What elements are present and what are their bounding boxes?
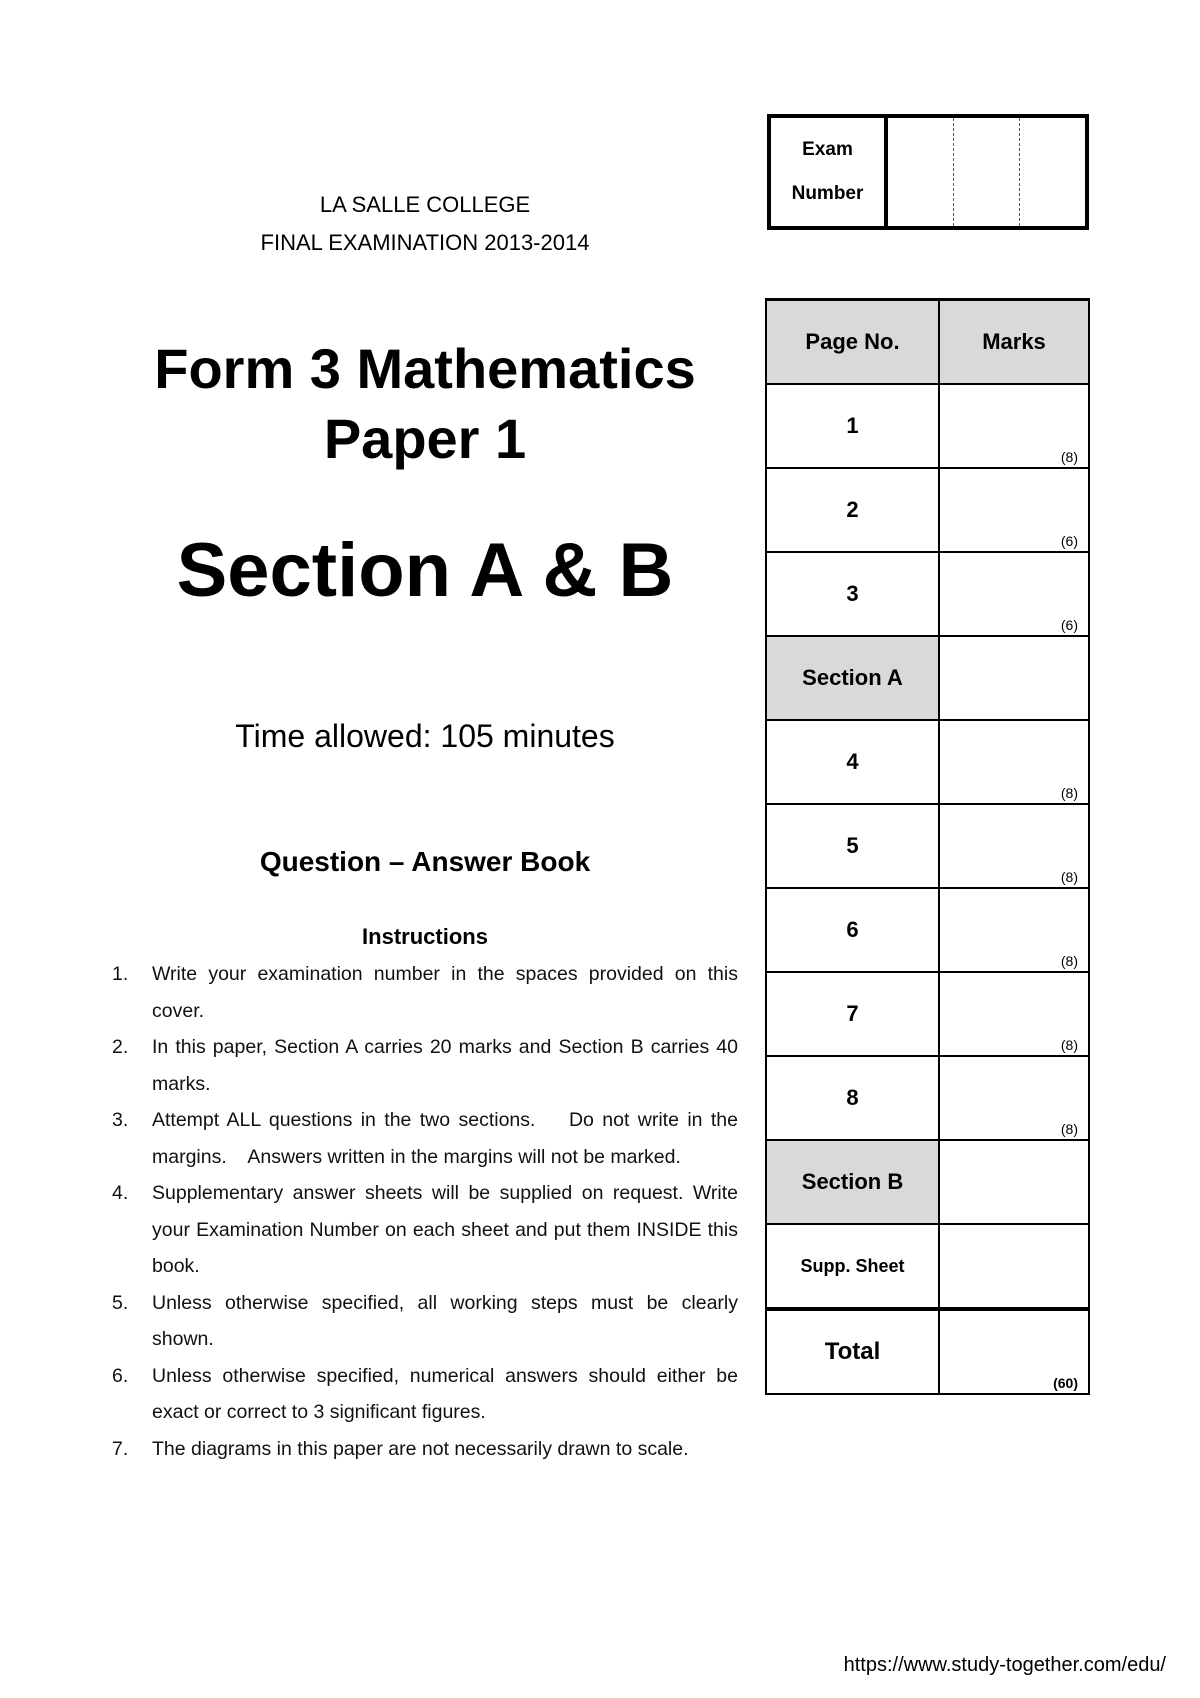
page-number-cell: 5 (766, 804, 939, 888)
instruction-text: In this paper, Section A carries 20 marks and Section B carries 40 marks. (152, 1036, 738, 1095)
marks-cell[interactable] (939, 1224, 1089, 1309)
page-number-cell: 4 (766, 720, 939, 804)
exam-number-digit-cell[interactable] (888, 118, 953, 226)
source-url: https://www.study-together.com/edu/ (843, 1654, 1166, 1676)
subject-title-line2: Paper 1 (323, 407, 527, 470)
instruction-text: Write your examination number in the spaces provided on this cover. (152, 963, 738, 1022)
instruction-text: The diagrams in this paper are not necessarily drawn to scale. (152, 1437, 689, 1460)
marks-cell[interactable] (939, 1140, 1089, 1224)
instruction-number: 2. (112, 1036, 129, 1058)
supp-sheet-row (766, 1224, 1089, 1309)
max-mark: (8) (1060, 785, 1078, 801)
marks-row (766, 468, 1089, 552)
max-mark: (8) (1060, 1037, 1078, 1053)
marks-header: Marks (939, 300, 1089, 385)
page-number-cell: 3 (766, 552, 939, 636)
book-title: Question – Answer Book (259, 846, 591, 877)
subject-title-line1: Form 3 Mathematics (154, 337, 696, 400)
max-mark: (8) (1060, 869, 1078, 885)
exam-number-label-line2: Number (791, 183, 864, 204)
section-a-row (766, 636, 1089, 720)
marks-cell[interactable] (939, 468, 1089, 552)
page-number-cell: 2 (766, 468, 939, 552)
total-row (766, 1309, 1089, 1394)
section-b-label: Section B (766, 1140, 939, 1224)
exam-title: FINAL EXAMINATION 2013-2014 (260, 230, 590, 255)
section-title: Section A & B (176, 528, 674, 613)
instruction-number: 6. (112, 1364, 129, 1387)
total-label: Total (766, 1309, 939, 1394)
page-number-cell: 6 (766, 888, 939, 972)
instruction-item (112, 956, 738, 1029)
max-mark: (6) (1060, 617, 1078, 633)
instructions-list (112, 956, 744, 1467)
marks-cell[interactable] (939, 804, 1089, 888)
subject-title (110, 334, 740, 474)
instruction-item (112, 1358, 738, 1431)
instructions-heading: Instructions (362, 924, 488, 949)
total-marks-cell[interactable] (939, 1309, 1089, 1394)
instruction-text: Attempt ALL questions in the two sections. Do not write in the margins. Answers written in the margins will not be marked. (152, 1109, 744, 1168)
instruction-item (112, 1102, 744, 1175)
page-no-header: Page No. (766, 300, 939, 385)
marks-cell[interactable] (939, 720, 1089, 804)
marks-cell[interactable] (939, 636, 1089, 720)
instruction-text: Unless otherwise specified, all working steps must be clearly shown. (152, 1291, 738, 1350)
exam-number-digit-cell[interactable] (953, 118, 1019, 226)
marks-row (766, 1056, 1089, 1140)
max-mark: (8) (1060, 1121, 1078, 1137)
instruction-number: 1. (112, 963, 129, 985)
instruction-number: 4. (112, 1182, 129, 1204)
marks-cell[interactable] (939, 972, 1089, 1056)
marks-row (766, 384, 1089, 468)
instruction-item (112, 1431, 738, 1468)
max-mark: (8) (1060, 449, 1078, 465)
instruction-item (112, 1175, 738, 1285)
marks-row (766, 804, 1089, 888)
marks-row (766, 972, 1089, 1056)
exam-number-label-line1: Exam (802, 139, 853, 160)
marks-cell[interactable] (939, 552, 1089, 636)
instruction-text: Unless otherwise specified, numerical answers should either be exact or correct to 3 significant figures. (152, 1364, 738, 1423)
instruction-number: 3. (112, 1109, 129, 1131)
marks-row (766, 888, 1089, 972)
page-number-cell: 1 (766, 384, 939, 468)
instruction-item (112, 1029, 738, 1102)
total-max-mark: (60) (1053, 1375, 1078, 1391)
supp-sheet-label: Supp. Sheet (766, 1224, 939, 1309)
exam-number-box (767, 114, 1089, 230)
section-a-label: Section A (766, 636, 939, 720)
max-mark: (6) (1060, 533, 1078, 549)
college-name: LA SALLE COLLEGE (319, 192, 531, 217)
exam-number-digit-cell[interactable] (1019, 118, 1085, 226)
instruction-number: 7. (112, 1437, 129, 1460)
marks-row (766, 552, 1089, 636)
exam-number-label (771, 118, 888, 226)
max-mark: (8) (1060, 953, 1078, 969)
marks-table-header-row (766, 300, 1089, 385)
instruction-text: Supplementary answer sheets will be supplied on request. Write your Examination Number on each sheet and put them INSIDE this book. (152, 1182, 738, 1277)
page-number-cell: 8 (766, 1056, 939, 1140)
marks-row (766, 720, 1089, 804)
instruction-number: 5. (112, 1291, 129, 1314)
section-b-row (766, 1140, 1089, 1224)
page-number-cell: 7 (766, 972, 939, 1056)
marks-cell[interactable] (939, 384, 1089, 468)
marks-cell[interactable] (939, 888, 1089, 972)
marks-cell[interactable] (939, 1056, 1089, 1140)
instruction-item (112, 1285, 738, 1358)
time-allowed: Time allowed: 105 minutes (235, 718, 615, 754)
marks-table (765, 298, 1090, 1395)
